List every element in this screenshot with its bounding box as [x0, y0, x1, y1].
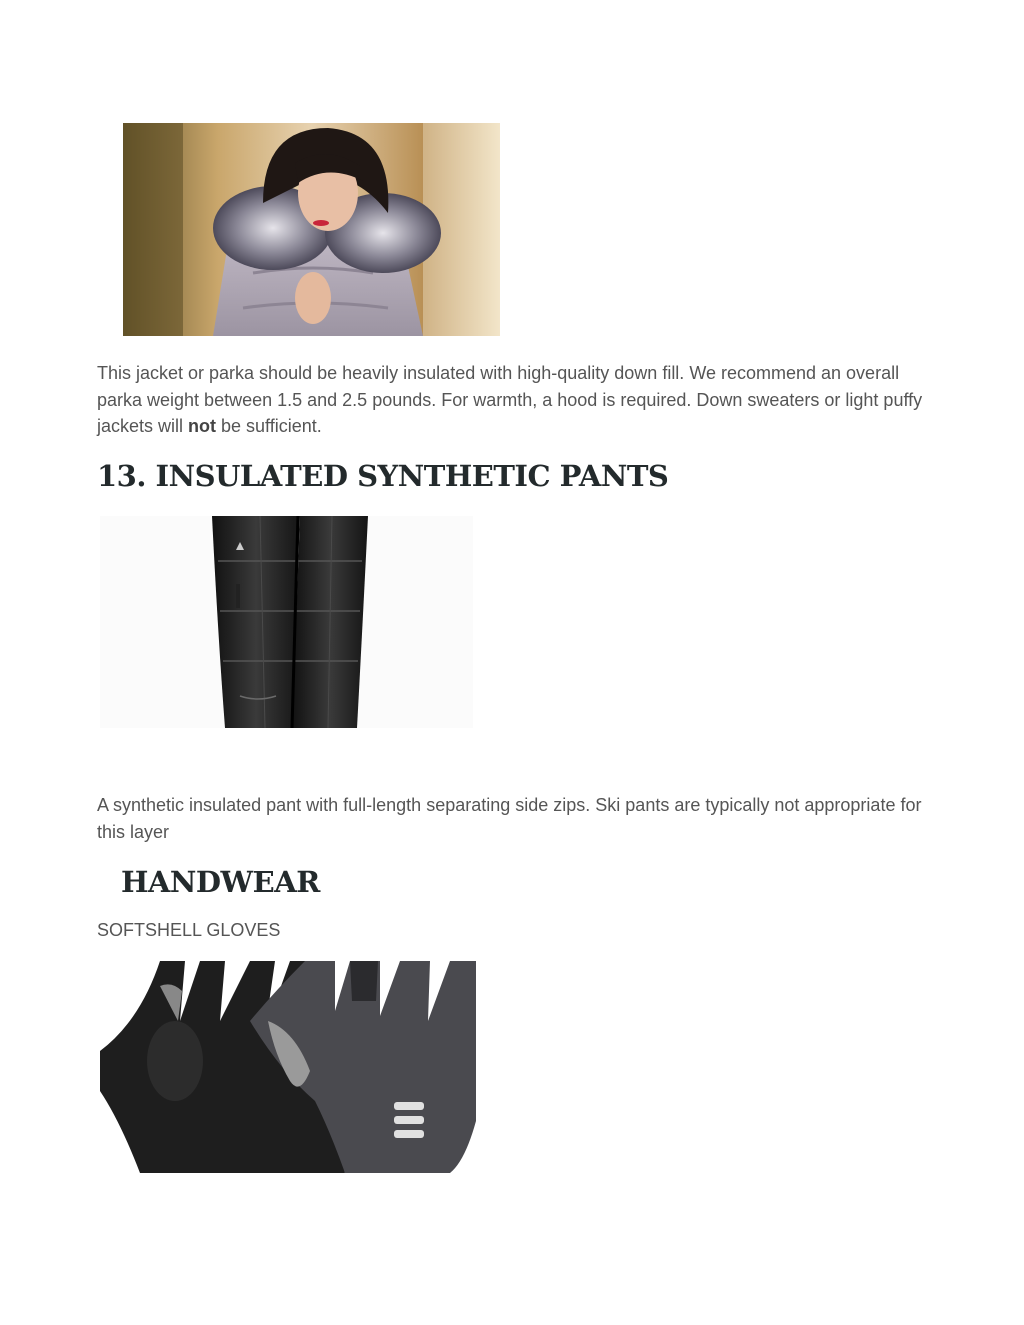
parka-illustration [123, 123, 500, 336]
gloves-illustration [100, 961, 476, 1173]
parka-description [97, 360, 937, 440]
parka-description-text-1: This jacket or parka should be heavily insulated with high-quality down fill. We recommend an overall parka weight between 1.5 and 2.5 pounds. For warmth, a hood is required. Down sweaters or light puffy jackets will [97, 363, 923, 436]
pants-description: A synthetic insulated pant with full-length separating side zips. Ski pants are typically not appropriate for this layer [97, 795, 922, 842]
parka-image [123, 123, 500, 336]
handwear-heading: HANDWEAR [121, 865, 320, 899]
pants-illustration [100, 516, 473, 728]
gloves-image [100, 961, 476, 1173]
parka-description-emphasis: not [188, 416, 217, 436]
softshell-gloves-label: SOFTSHELL GLOVES [97, 920, 281, 940]
pants-image [100, 516, 473, 728]
parka-description-text-2: be sufficient. [216, 416, 322, 436]
pants-heading: 13. INSULATED SYNTHETIC PANTS [97, 459, 669, 493]
